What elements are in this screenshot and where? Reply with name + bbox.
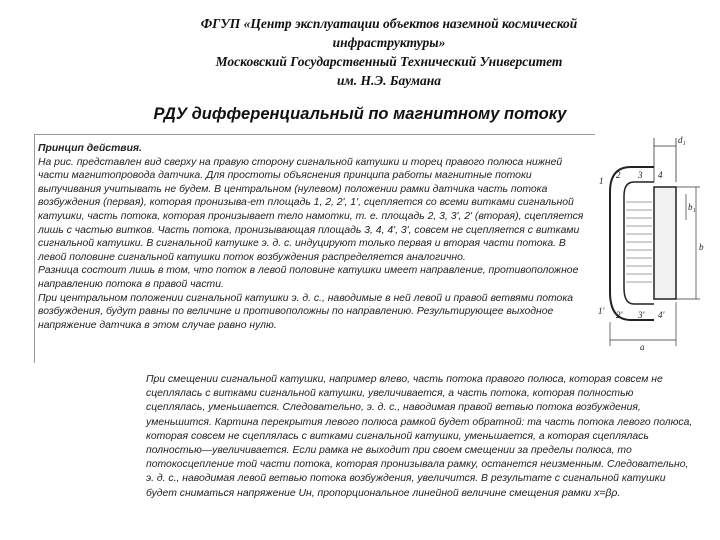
header-line-3: Московский Государственный Технический Университет: [215, 54, 563, 69]
principle-section: [38, 142, 594, 332]
label-3-prime: 3': [638, 310, 645, 320]
header-line-2: инфраструктуры»: [332, 35, 446, 50]
label-3: 3: [638, 170, 643, 180]
label-b1: b₁: [688, 202, 696, 212]
institution-header: [150, 14, 628, 90]
sensor-diagram: [596, 132, 714, 360]
label-1-prime: 1': [598, 306, 605, 316]
label-4-prime: 4': [658, 310, 665, 320]
label-4: 4: [658, 170, 663, 180]
section-heading: Принцип действия.: [38, 143, 142, 154]
label-2-prime: 2': [616, 310, 623, 320]
header-line-4: им. Н.Э. Баумана: [337, 73, 441, 88]
pole-block: [654, 187, 676, 299]
winding-hatch: [626, 202, 652, 282]
label-d1: d₁: [678, 135, 686, 145]
label-a: a: [640, 342, 645, 352]
label-b: b: [699, 242, 704, 252]
principle-paragraph-1: На рис. представлен вид сверху на правую сторону сигнальной катушки и торец правого полюса нижней части магнитопровода датчика. Для простоты объяснения принципа работы магнитные потоки выпучивания учитывать не будем. В центральном (нулевом) положении рамки датчика часть потока возбуждения (первая), которая пронизыва-ет площадь 1, 2, 2', 1', сцепляется со всеми витками сигнальной катушки, часть потока, которая пронизывает тело намотки, т. е. площадь 2, 3, 3', 2' (вторая), сцепляется лишь с частью витков. Часть потока, пронизывающая площадь 3, 4, 4', 3', совсем не сцепляется с витками сигнальной катушки. В сигнальной катушке э. д. с. индуцируют только первая и вторая части потока. В левой половине сигнальной катушки поток возбуждения распределяется аналогично.: [38, 156, 584, 263]
header-line-1: ФГУП «Центр эксплуатации объектов наземной космической: [200, 16, 578, 31]
outer-coil-contour: [610, 167, 654, 320]
label-1: 1: [599, 176, 604, 186]
principle-paragraph-3: При центральном положении сигнальной катушки э. д. с., наводимые в ней левой и правой ветвями потока возбуждения, будут равны по величине и противоположны по направлению. Результирующее выходное напряжение датчика в этом случае равно нулю.: [38, 292, 574, 331]
displacement-paragraph: При смещении сигнальной катушки, например влево, часть потока правого полюса, которая совсем не сцеплялась с витками сигнальной катушки, увеличивается, а часть потока, которая полностью сцеплялась, уменьшается. Следовательно, э. д. с., наводимая правой ветвью потока возбуждения, уменьшится. Картина перекрытия левого полюса рамкой будет обратной: та часть потока левого полюса, которая совсем не сцеплялась с витками сигнальной катушки, уменьшается, а которая сцеплялась полностью—увеличивается. Если рамка не выходит при своем смещении за пределы полюса, то потокосцепление той части потока, которая пронизывала рамку, останется неизменным. Следовательно, э. д. с., наводимая левой ветвью потока возбуждения, увеличится. В результате с сигнальной катушки будет сниматься напряжение Uн, пропорциональное линейной величине смещения рамки x=βρ.: [146, 374, 693, 499]
displacement-section: [146, 373, 694, 501]
label-2: 2: [616, 170, 621, 180]
inner-coil-contour: [624, 182, 654, 304]
principle-paragraph-2: Разница состоит лишь в том, что поток в левой половине катушки имеет направление, противоположное направлению потока в правой части.: [38, 265, 579, 290]
slide-title: РДУ дифференциальный по магнитному потоку: [153, 105, 567, 123]
